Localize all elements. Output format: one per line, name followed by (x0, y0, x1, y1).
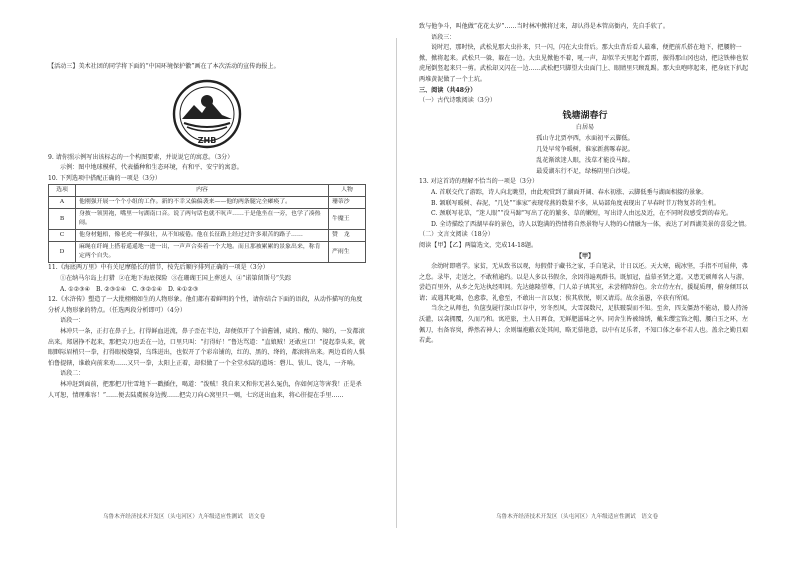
environment-emblem-icon (172, 79, 242, 149)
table-row (49, 230, 366, 242)
environmental-logo (48, 79, 366, 149)
table-header: 选项 (49, 185, 76, 197)
poem-line: 最爱湖东行不足，绿杨阴里白沙堤。 (536, 168, 634, 176)
table-row (49, 242, 366, 263)
table-cell: 赞 龙 (329, 230, 366, 242)
para-label: 语段二： (60, 370, 85, 378)
table-header: 人物 (329, 185, 366, 197)
subsection-heading: （二）文言文阅读（18分） (419, 231, 494, 239)
table-cell: C (49, 230, 76, 242)
para-label: 语段三： (431, 33, 456, 41)
table-cell: 牛魔王 (329, 209, 366, 230)
poem-line: 乱花渐欲迷人眼，浅草才能没马蹄。 (536, 157, 634, 165)
logo-text: ZHB (197, 135, 217, 145)
choice: A. ①②③④ (60, 285, 91, 293)
passage-3: 说时迟，那时快，武松见那大虫扑来，只一闪，闪在大虫背后。那大虫背后看人最难，便把前爪搭在地下，把腰胯一掀，掀将起来。武松只一躲，躲在一边。大虫见掀他不着，吼一声，却似半天里起个霹雳，振得那山冈也动，把这铁棒也似虎尾倒竖起来只一剪。武松却又闪在一边……武松把只脚望大虫面门上、眼睛里只顾乱踢。那大虫咆哮起来，把身底下扒起两堆黄泥做了一个土坑。 (419, 44, 749, 83)
page-footer: 乌鲁木齐经济技术开发区（头屯河区）九年级适应性测试 语文卷 (102, 514, 266, 520)
reading-intro: 阅读【甲】【乙】两篇选文，完成14-18题。 (419, 241, 538, 249)
table-cell: 严雨生 (329, 242, 366, 263)
question-11-choices (48, 285, 366, 296)
option: ②在地下海底探险 (118, 274, 168, 282)
table-cell: 珊蒂沙 (329, 197, 366, 209)
table-cell: 身披一领黑袍，嘴里一句湖南口音。说了两句话也就不吭声……于是他坐在一旁，也学了凑热闹。 (76, 209, 329, 230)
choice: C. ③②①④ (131, 285, 163, 293)
table-cell: 他刚强开展一个个小组的工作。新的不幸又偏偏袭来——他的两条腿完全瘫痪了。 (76, 197, 329, 209)
question-13: 13. 对这首诗的理解不恰当的一项是（3分） (419, 178, 539, 186)
left-column (48, 62, 366, 401)
question-11: 11.《海底两万里》中有关尼摩船长的情节，按先后顺序排列正确的一项是（3分） (48, 264, 269, 272)
question-12: 12.《水浒传》塑造了一大批栩栩如生的人物形象。他们都有着鲜明的个性，请你结合下面的语段，从动作描写的角度分析人物形象的特点。（任选两段分析即可）（4分） (48, 296, 363, 314)
right-column (419, 22, 751, 347)
section-heading: 三、阅读（共48分） (419, 86, 477, 94)
table-header: 内容 (76, 185, 329, 197)
passage-jia-label: 【甲】 (575, 252, 595, 260)
question-10: 10. 下列选项中搭配正确的一项是（3分） (48, 174, 162, 182)
table-cell: B (49, 209, 76, 230)
table-cell: D (49, 242, 76, 263)
poem-line: 几处早莺争暖树，谁家新燕啄春泥。 (536, 146, 634, 154)
table-cell: 他身材魁梧，像老虎一样强壮，从不知疲倦。他在长征路上经过过许多艰苦的路子…… (76, 230, 329, 242)
table-cell: 麻绳在纤绳上搭着遥遥地一进一出，一声声合奏着一个大地。而且那被累累的景象出来，称肯定两个自失。 (76, 242, 329, 263)
table-header-row (49, 185, 366, 197)
option: ①在纳马尔岛上打猎 (60, 274, 115, 282)
passage-1: 林冲只一条，正打在鼻子上，打得鲜血迸流，鼻子歪在半边，却便似开了个油酱铺，咸的、酸的、辣的，一发都滚出来。郑屠挣不起来，那把尖刀也丢在一边，口里只叫：“打得好！”鲁达骂道：“直娘贼！还敢应口！”提起拳头来，就眼眶际眉梢只一拳，打得眼棱缝裂，乌珠迸出，也似开了个彩帛铺的，红的、黑的、绛的，都滚将出来。两边看的人惧怕鲁提辖，谁敢向前来劝……又只一拳，太阳上正着，却似做了一个全堂水陆的道场：磬儿、钹儿、铙儿，一齐响。 (48, 327, 366, 367)
poem-line: 孤山寺北贾亭西，水面初平云脚低。 (536, 135, 634, 143)
passage-jia: 余幼时即嗜学。家贫，无从致书以观，每假借于藏书之家，手自笔录，计日以还。天大寒，砚冰坚，手指不可屈伸，弗之怠。录毕，走送之，不敢稍逾约。以是人多以书假余，余因得遍观群书。既加冠，益慕圣贤之道。又患无硕师名人与游，尝趋百里外，从乡之先达执经叩问。先达德隆望尊，门人弟子填其室，未尝稍降辞色。余立侍左右，援疑质理，俯身倾耳以请；或遇其叱咄，色愈恭，礼愈至，不敢出一言以复；俟其欣悦，则又请焉。故余虽愚，卒获有所闻。 (419, 263, 749, 302)
passage-jia-2: 当余之从师也，负箧曳屣行深山巨谷中，穷冬烈风，大雪深数尺，足肤皲裂而不知。至舍，四支僵劲不能动，媵人持汤沃灌，以衾拥覆，久而乃和。寓逆旅，主人日再食，无鲜肥滋味之享。同舍生皆被绮绣，戴朱缨宝饰之帽，腰白玉之环，左佩刀，右备容臭，烨然若神人；余则缊袍敝衣处其间，略无慕艳意，以中有足乐者，不知口体之奉不若人也。盖余之勤且艰若此。 (419, 305, 749, 345)
choice-a: A. 首联交代了游踪，诗人向北眺望，由此观赏到了湖面开阔、春水初涨、云脚低垂与湖面相接的景象。 (431, 188, 708, 196)
para-label: 语段一： (60, 317, 85, 325)
poem-title: 钱塘湖春行 (562, 110, 608, 121)
page-footer: 乌鲁木齐经济技术开发区（头屯河区）九年级适应性测试 语文卷 (495, 514, 659, 520)
choice-d: D. 全诗描绘了西湖早春的景色，诗人以饱满的热情将自然景物与人物的心情融为一体，表达了对西湖美景的喜爱之情。 (431, 220, 751, 228)
activity-title: 【活动三】美术社团的同学将下面的“中国环境保护徽”画在了本次活动的宣传海报上。 (48, 63, 280, 70)
choice-c: C. 颈联写花草，“迷人眼”“没马蹄”写出了花的繁多、草的嫩短，写出诗人由远及近，在不同时段感受到的春光。 (431, 210, 733, 218)
option: ③在珊瑚王国上葬送人 (171, 274, 233, 282)
table-row (49, 197, 366, 209)
option: ④“诺第留斯号”失踪 (236, 274, 292, 282)
subsection-heading: （一）古代诗歌阅读（3分） (419, 97, 497, 105)
right-page (397, 0, 794, 561)
passage-2: 林冲赶到面前，把那把刀往雪地下一戳插住，喝道：“泼贼！我自来又和你无甚么冤仇，你如何这等害我！正是杀人可恕，情理难容！”……便去陆虞候身边搜……把尖刀向心窝里只一剜，七窍迸出血来，将心肝提在手里…… (48, 380, 362, 399)
choice: D. ④①②③ (167, 285, 199, 293)
passage-intro: 致与他争斗，叫他做“花花太岁”……当时林冲掀将过来，却认得是本管高衙内，先自手软了。 (419, 23, 669, 30)
question-9-example: 示例：图中地球模样，代表播种和生态环境，有和平、安宁的寓意。 (60, 164, 243, 172)
question-11-options (48, 274, 366, 285)
choice: B. ②③①④ (95, 285, 127, 293)
choice-b: B. 颔联写暖树、春泥，“几处”“谁家”表现莺燕的数量不多，从局部角度表现出了早春时节万物复苏的生机。 (431, 199, 720, 207)
table-row (49, 209, 366, 230)
question-9: 9. 请你照示例写出该标志的一个构图要素，并说说它的寓意。（3分） (48, 153, 234, 161)
poem-author: 白居易 (575, 123, 595, 131)
table-cell: A (49, 197, 76, 209)
question-10-table (48, 184, 366, 263)
